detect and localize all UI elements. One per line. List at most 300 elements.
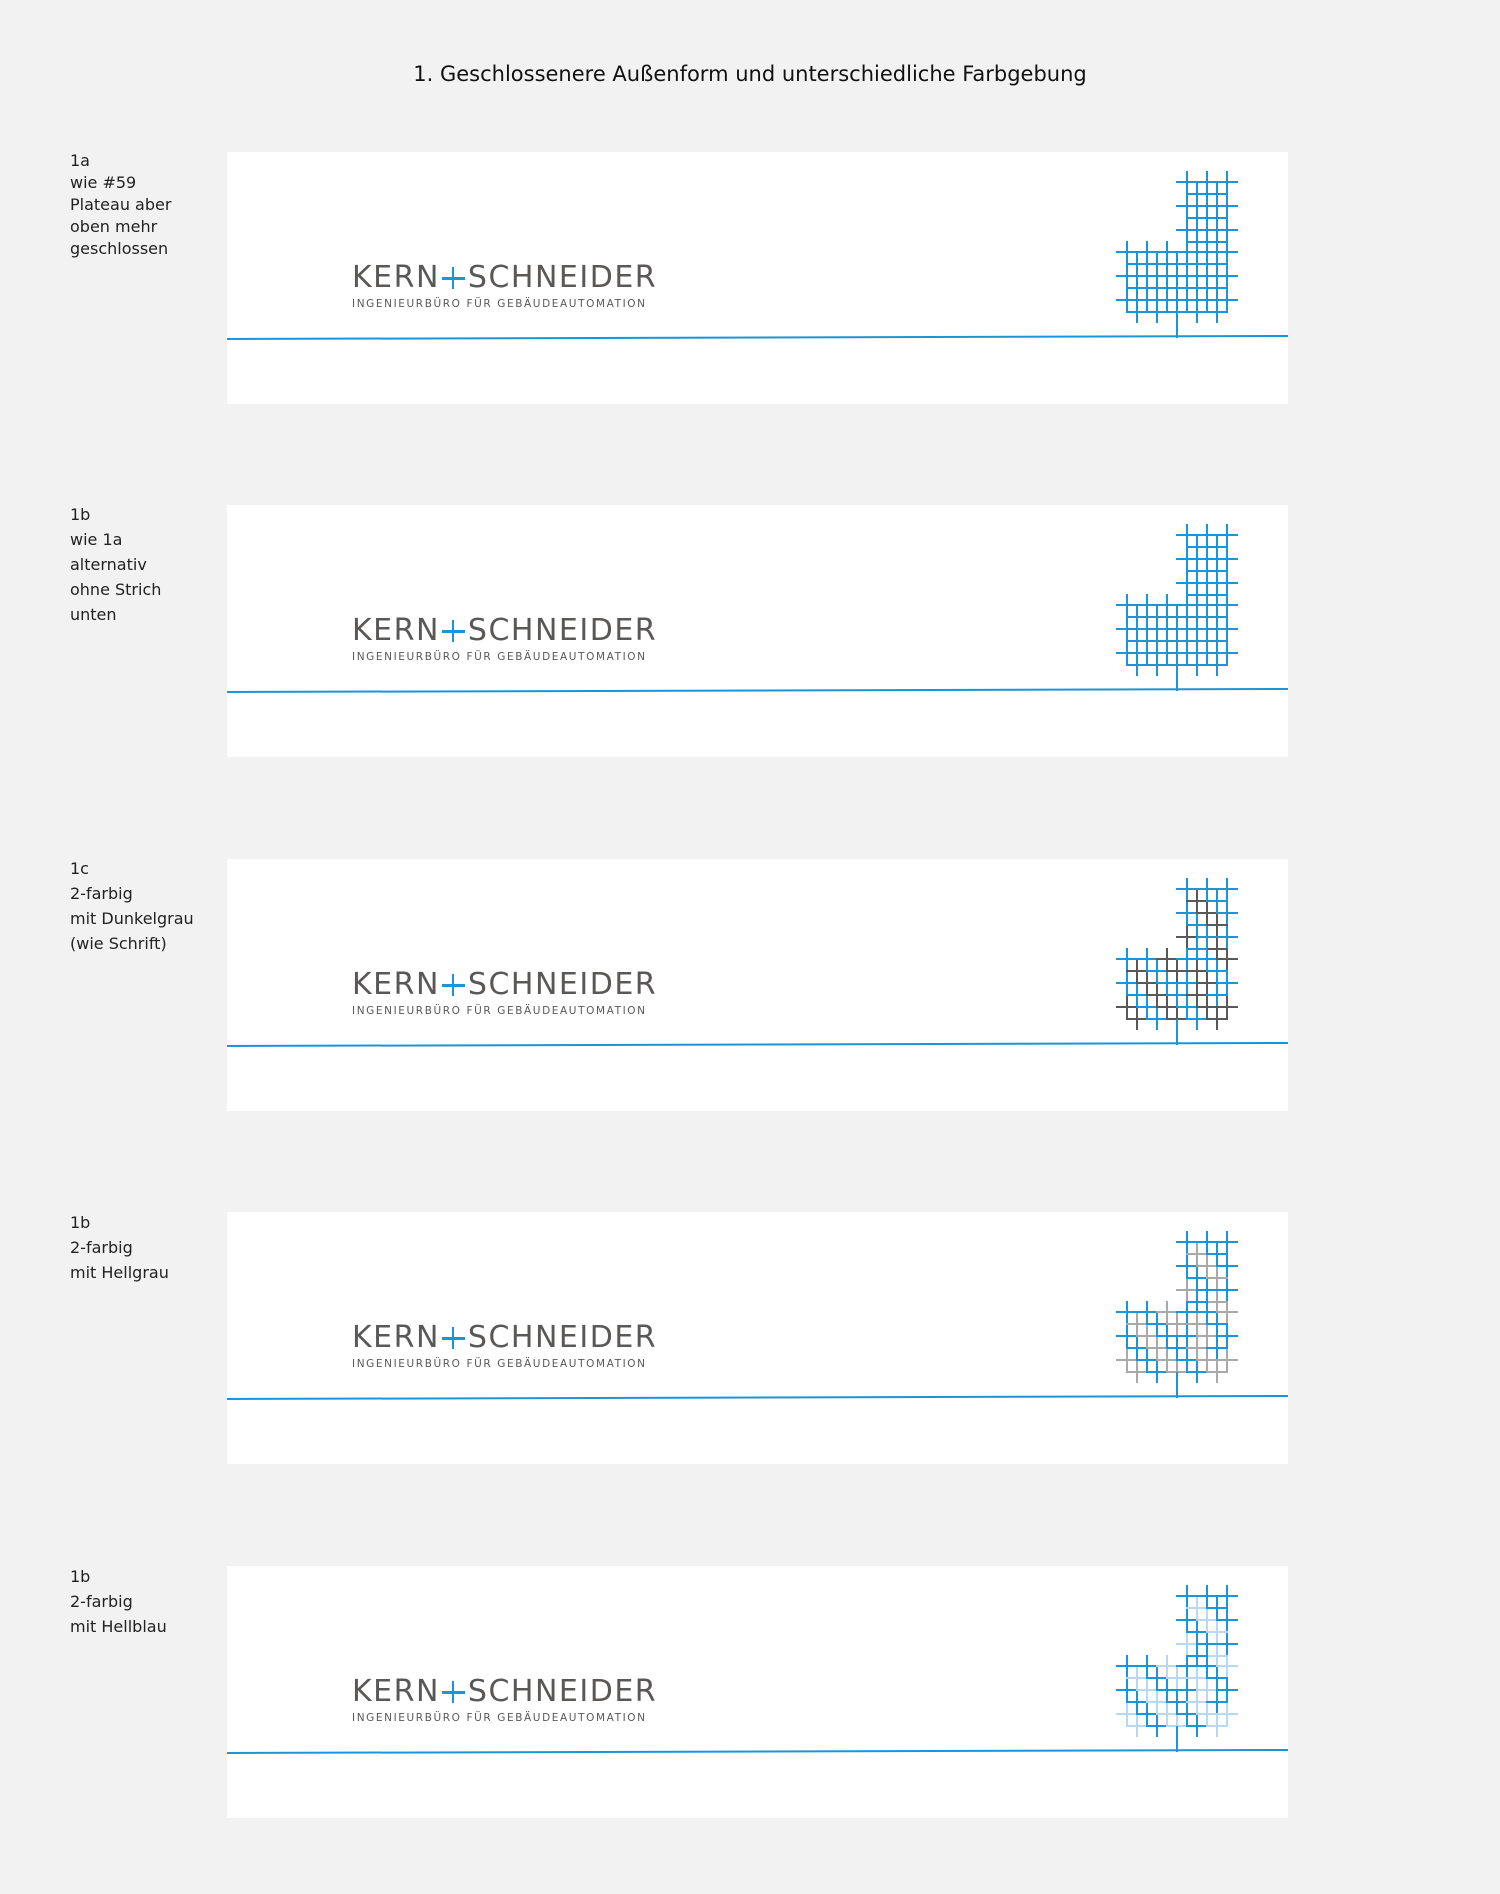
cross-secondary xyxy=(1196,1325,1218,1347)
cross-primary xyxy=(1176,241,1198,263)
cross-primary xyxy=(1216,195,1238,217)
cross-primary xyxy=(1176,972,1198,994)
cross-secondary xyxy=(1206,1267,1228,1289)
cross-secondary xyxy=(1186,1337,1208,1359)
plus-icon xyxy=(442,620,465,642)
cross-primary xyxy=(1206,1667,1228,1689)
cross-secondary xyxy=(1206,1008,1228,1030)
cross-secondary xyxy=(1166,960,1188,982)
cross-primary xyxy=(1216,219,1238,241)
cross-secondary xyxy=(1216,1349,1238,1371)
cross-primary xyxy=(1206,1243,1228,1265)
cross-secondary xyxy=(1186,253,1208,275)
variant-card xyxy=(227,1212,1288,1464)
cross-secondary xyxy=(1196,1349,1218,1371)
logo-word-kern: KERN xyxy=(352,1320,440,1355)
cross-primary xyxy=(1216,548,1238,570)
cross-secondary xyxy=(1126,1715,1148,1737)
cross-primary xyxy=(1136,1703,1158,1725)
cross-secondary xyxy=(1186,536,1208,558)
cross-primary xyxy=(1186,584,1208,606)
cross-primary xyxy=(1186,301,1208,323)
cross-primary xyxy=(1176,642,1198,664)
cross-secondary xyxy=(1216,1703,1238,1725)
variant-card xyxy=(227,505,1288,757)
cross-secondary xyxy=(1126,654,1148,676)
cross-primary xyxy=(1206,1597,1228,1619)
cross-secondary xyxy=(1206,1715,1228,1737)
logo-tagline: INGENIEURBÜRO FÜR GEBÄUDEAUTOMATION xyxy=(352,1005,647,1017)
cross-primary xyxy=(1176,1255,1198,1277)
cross-primary xyxy=(1116,241,1138,263)
cross-secondary xyxy=(1216,948,1238,970)
variant-note xyxy=(70,856,220,956)
cross-secondary xyxy=(1196,902,1218,924)
cross-primary xyxy=(1186,231,1208,253)
note-line: (wie Schrift) xyxy=(70,934,167,953)
cross-primary xyxy=(1176,1585,1198,1607)
cross-primary xyxy=(1176,1325,1198,1347)
note-line: 1a xyxy=(70,151,90,170)
cross-secondary xyxy=(1196,1703,1218,1725)
cross-primary xyxy=(1136,1655,1158,1677)
cross-primary xyxy=(1176,265,1198,287)
cross-secondary xyxy=(1216,594,1238,616)
cross-primary xyxy=(1146,1361,1168,1383)
cross-primary xyxy=(1116,265,1138,287)
cross-primary xyxy=(1136,996,1158,1018)
cross-secondary xyxy=(1206,560,1228,582)
cross-secondary xyxy=(1206,1645,1228,1667)
logo-wordmark xyxy=(352,1676,672,1708)
cross-secondary xyxy=(1116,1349,1138,1371)
cross-secondary xyxy=(1196,1679,1218,1701)
cross-secondary xyxy=(1186,1667,1208,1689)
cross-primary xyxy=(1136,1301,1158,1323)
cross-primary xyxy=(1176,1703,1198,1725)
note-line: wie #59 xyxy=(70,173,137,192)
logo-tagline: INGENIEURBÜRO FÜR GEBÄUDEAUTOMATION xyxy=(352,1712,647,1724)
cross-secondary xyxy=(1186,1691,1208,1713)
cross-primary xyxy=(1186,1008,1208,1030)
cross-secondary xyxy=(1156,241,1178,263)
cross-secondary xyxy=(1206,914,1228,936)
cross-secondary xyxy=(1116,289,1138,311)
note-line: 2-farbig xyxy=(70,1592,133,1611)
cross-secondary xyxy=(1146,630,1168,652)
cross-secondary xyxy=(1156,1655,1178,1677)
kern-schneider-logo xyxy=(352,969,672,1017)
cross-secondary xyxy=(1156,996,1178,1018)
cross-primary xyxy=(1216,524,1238,546)
logo-wordmark xyxy=(352,1322,672,1354)
cross-primary xyxy=(1146,1008,1168,1030)
cross-secondary xyxy=(1136,265,1158,287)
cross-primary xyxy=(1206,606,1228,628)
cross-primary xyxy=(1136,642,1158,664)
note-line: 2-farbig xyxy=(70,884,133,903)
cross-secondary xyxy=(1206,938,1228,960)
cross-primary xyxy=(1146,654,1168,676)
plus-icon xyxy=(442,974,465,996)
cross-secondary xyxy=(1156,1301,1178,1323)
kern-schneider-logo xyxy=(352,615,672,663)
cross-secondary xyxy=(1196,289,1218,311)
cross-primary xyxy=(1196,572,1218,594)
cross-primary xyxy=(1166,630,1188,652)
cross-primary xyxy=(1176,1609,1198,1631)
note-line: geschlossen xyxy=(70,239,169,258)
cross-primary xyxy=(1176,878,1198,900)
cross-secondary xyxy=(1216,1301,1238,1323)
cross-primary xyxy=(1216,902,1238,924)
cross-secondary xyxy=(1206,584,1228,606)
logo-tagline: INGENIEURBÜRO FÜR GEBÄUDEAUTOMATION xyxy=(352,298,647,310)
cross-primary xyxy=(1216,1679,1238,1701)
kern-schneider-logo xyxy=(352,262,672,310)
note-line: mit Dunkelgrau xyxy=(70,909,194,928)
cross-primary xyxy=(1126,1691,1148,1713)
cross-primary xyxy=(1116,948,1138,970)
cross-primary xyxy=(1176,996,1198,1018)
cross-primary xyxy=(1186,1267,1208,1289)
variant-note xyxy=(70,1210,220,1285)
cross-primary xyxy=(1186,654,1208,676)
cross-primary xyxy=(1166,984,1188,1006)
cross-secondary xyxy=(1126,960,1148,982)
cross-secondary xyxy=(1216,1655,1238,1677)
cross-secondary xyxy=(1126,1313,1148,1335)
cross-secondary xyxy=(1196,195,1218,217)
cross-primary xyxy=(1126,984,1148,1006)
cross-primary xyxy=(1176,618,1198,640)
variant-note xyxy=(70,150,220,260)
logo-word-kern: KERN xyxy=(352,260,440,295)
cross-secondary xyxy=(1206,654,1228,676)
cross-primary xyxy=(1136,1349,1158,1371)
note-line: mit Hellgrau xyxy=(70,1263,169,1282)
cross-primary xyxy=(1186,914,1208,936)
cross-primary xyxy=(1206,183,1228,205)
cross-primary xyxy=(1196,524,1218,546)
cross-secondary xyxy=(1126,1667,1148,1689)
cross-primary xyxy=(1196,171,1218,193)
cross-secondary xyxy=(1126,1008,1148,1030)
cross-secondary xyxy=(1176,926,1198,948)
cross-secondary xyxy=(1166,253,1188,275)
cross-secondary xyxy=(1196,996,1218,1018)
cross-primary xyxy=(1116,972,1138,994)
cross-primary xyxy=(1206,277,1228,299)
cross-secondary xyxy=(1116,1703,1138,1725)
cross-primary xyxy=(1116,1301,1138,1323)
cross-primary xyxy=(1166,1691,1188,1713)
cross-primary xyxy=(1186,1291,1208,1313)
cross-primary xyxy=(1146,1715,1168,1737)
kern-schneider-logo xyxy=(352,1322,672,1370)
cross-primary xyxy=(1206,1337,1228,1359)
cross-primary xyxy=(1186,1645,1208,1667)
logo-word-kern: KERN xyxy=(352,613,440,648)
note-line: wie 1a xyxy=(70,530,123,549)
cross-primary xyxy=(1146,301,1168,323)
cross-secondary xyxy=(1206,1291,1228,1313)
cross-primary xyxy=(1116,1325,1138,1347)
cross-secondary xyxy=(1146,277,1168,299)
cross-secondary xyxy=(1166,606,1188,628)
cross-primary xyxy=(1116,1655,1138,1677)
cross-secondary xyxy=(1156,642,1178,664)
cross-secondary xyxy=(1126,253,1148,275)
page-title: 1. Geschlossenere Außenform und unterschiedliche Farbgebung xyxy=(413,62,1087,86)
cross-secondary xyxy=(1156,594,1178,616)
cross-secondary xyxy=(1196,972,1218,994)
cross-secondary xyxy=(1146,1337,1168,1359)
grid-mark-icon xyxy=(1117,1232,1267,1432)
cross-primary xyxy=(1136,241,1158,263)
cross-primary xyxy=(1216,878,1238,900)
cross-primary xyxy=(1206,960,1228,982)
cross-secondary xyxy=(1176,1279,1198,1301)
cross-primary xyxy=(1206,984,1228,1006)
logo-tagline: INGENIEURBÜRO FÜR GEBÄUDEAUTOMATION xyxy=(352,1358,647,1370)
grid-mark-icon xyxy=(1117,879,1267,1079)
cross-primary xyxy=(1186,1715,1208,1737)
logo-word-schneider: SCHNEIDER xyxy=(467,260,658,295)
grid-mark-icon xyxy=(1117,525,1267,725)
cross-primary xyxy=(1156,618,1178,640)
plus-icon xyxy=(442,1327,465,1349)
cross-primary xyxy=(1176,902,1198,924)
logo-wordmark xyxy=(352,262,672,294)
cross-primary xyxy=(1216,1255,1238,1277)
note-line: 1b xyxy=(70,1213,91,1232)
kern-schneider-logo xyxy=(352,1676,672,1724)
cross-primary xyxy=(1116,594,1138,616)
cross-secondary xyxy=(1186,277,1208,299)
cross-primary xyxy=(1156,972,1178,994)
cross-primary xyxy=(1136,289,1158,311)
cross-secondary xyxy=(1176,1633,1198,1655)
cross-secondary xyxy=(1116,642,1138,664)
cross-secondary xyxy=(1196,1255,1218,1277)
cross-secondary xyxy=(1156,1703,1178,1725)
cross-secondary xyxy=(1186,960,1208,982)
cross-secondary xyxy=(1196,618,1218,640)
cross-secondary xyxy=(1206,207,1228,229)
cross-secondary xyxy=(1146,984,1168,1006)
cross-primary xyxy=(1146,960,1168,982)
cross-primary xyxy=(1196,1231,1218,1253)
cross-primary xyxy=(1176,1231,1198,1253)
cross-primary xyxy=(1116,618,1138,640)
note-line: unten xyxy=(70,605,117,624)
cross-secondary xyxy=(1196,548,1218,570)
cross-secondary xyxy=(1136,618,1158,640)
cross-secondary xyxy=(1146,1691,1168,1713)
cross-secondary xyxy=(1206,301,1228,323)
cross-primary xyxy=(1156,1679,1178,1701)
cross-secondary xyxy=(1196,265,1218,287)
cross-primary xyxy=(1146,1313,1168,1335)
cross-primary xyxy=(1176,524,1198,546)
cross-primary xyxy=(1196,219,1218,241)
cross-primary xyxy=(1166,277,1188,299)
variant-card xyxy=(227,152,1288,404)
logo-word-schneider: SCHNEIDER xyxy=(467,967,658,1002)
cross-primary xyxy=(1196,1301,1218,1323)
cross-primary xyxy=(1176,594,1198,616)
cross-primary xyxy=(1206,536,1228,558)
cross-primary xyxy=(1206,890,1228,912)
cross-secondary xyxy=(1186,890,1208,912)
plus-icon xyxy=(442,1681,465,1703)
cross-secondary xyxy=(1216,241,1238,263)
cross-secondary xyxy=(1136,1679,1158,1701)
cross-secondary xyxy=(1116,996,1138,1018)
cross-primary xyxy=(1186,1621,1208,1643)
cross-secondary xyxy=(1156,948,1178,970)
note-line: 1c xyxy=(70,859,89,878)
cross-primary xyxy=(1176,948,1198,970)
cross-primary xyxy=(1186,560,1208,582)
cross-primary xyxy=(1206,253,1228,275)
cross-secondary xyxy=(1186,984,1208,1006)
cross-primary xyxy=(1216,1633,1238,1655)
cross-primary xyxy=(1136,594,1158,616)
variant-card xyxy=(227,859,1288,1111)
cross-primary xyxy=(1126,277,1148,299)
cross-primary xyxy=(1196,1655,1218,1677)
cross-primary xyxy=(1216,618,1238,640)
cross-secondary xyxy=(1126,606,1148,628)
cross-primary xyxy=(1176,548,1198,570)
cross-primary xyxy=(1176,1301,1198,1323)
logo-word-schneider: SCHNEIDER xyxy=(467,1320,658,1355)
cross-primary xyxy=(1156,265,1178,287)
cross-primary xyxy=(1196,1585,1218,1607)
cross-primary xyxy=(1166,1337,1188,1359)
note-line: Plateau aber xyxy=(70,195,172,214)
cross-secondary xyxy=(1176,219,1198,241)
cross-secondary xyxy=(1216,642,1238,664)
cross-primary xyxy=(1136,948,1158,970)
cross-primary xyxy=(1126,630,1148,652)
cross-primary xyxy=(1216,1585,1238,1607)
cross-primary xyxy=(1196,1633,1218,1655)
note-line: oben mehr xyxy=(70,217,158,236)
cross-primary xyxy=(1176,1655,1198,1677)
cross-primary xyxy=(1156,1325,1178,1347)
cross-secondary xyxy=(1216,289,1238,311)
cross-primary xyxy=(1186,1361,1208,1383)
logo-wordmark xyxy=(352,615,672,647)
grid-mark-icon xyxy=(1117,1586,1267,1786)
cross-primary xyxy=(1196,878,1218,900)
variant-note xyxy=(70,1564,220,1639)
cross-primary xyxy=(1176,1679,1198,1701)
cross-secondary xyxy=(1186,183,1208,205)
cross-primary xyxy=(1146,606,1168,628)
cross-secondary xyxy=(1186,1243,1208,1265)
logo-word-kern: KERN xyxy=(352,1674,440,1709)
logo-tagline: INGENIEURBÜRO FÜR GEBÄUDEAUTOMATION xyxy=(352,651,647,663)
cross-primary xyxy=(1176,289,1198,311)
cross-primary xyxy=(1206,630,1228,652)
logo-word-schneider: SCHNEIDER xyxy=(467,1674,658,1709)
cross-secondary xyxy=(1206,1361,1228,1383)
plus-icon xyxy=(442,267,465,289)
cross-secondary xyxy=(1166,1667,1188,1689)
cross-primary xyxy=(1196,594,1218,616)
cross-primary xyxy=(1216,972,1238,994)
cross-secondary xyxy=(1196,1609,1218,1631)
cross-primary xyxy=(1126,1337,1148,1359)
cross-secondary xyxy=(1136,972,1158,994)
cross-secondary xyxy=(1156,1349,1178,1371)
cross-primary xyxy=(1146,1667,1168,1689)
cross-secondary xyxy=(1186,1597,1208,1619)
cross-secondary xyxy=(1216,996,1238,1018)
cross-primary xyxy=(1206,1313,1228,1335)
cross-primary xyxy=(1216,572,1238,594)
note-line: ohne Strich xyxy=(70,580,162,599)
cross-primary xyxy=(1186,207,1208,229)
cross-primary xyxy=(1206,1691,1228,1713)
cross-secondary xyxy=(1136,1325,1158,1347)
logo-word-kern: KERN xyxy=(352,967,440,1002)
cross-primary xyxy=(1196,948,1218,970)
cross-primary xyxy=(1216,1231,1238,1253)
cross-secondary xyxy=(1206,1621,1228,1643)
cross-secondary xyxy=(1186,1313,1208,1335)
note-line: alternativ xyxy=(70,555,147,574)
cross-primary xyxy=(1196,1279,1218,1301)
cross-secondary xyxy=(1186,606,1208,628)
cross-secondary xyxy=(1156,289,1178,311)
cross-primary xyxy=(1116,1679,1138,1701)
cross-primary xyxy=(1196,926,1218,948)
cross-primary xyxy=(1176,195,1198,217)
note-line: mit Hellblau xyxy=(70,1617,167,1636)
note-line: 1b xyxy=(70,1567,91,1586)
cross-secondary xyxy=(1126,301,1148,323)
cross-secondary xyxy=(1186,630,1208,652)
cross-secondary xyxy=(1126,1361,1148,1383)
cross-primary xyxy=(1176,171,1198,193)
cross-primary xyxy=(1196,241,1218,263)
grid-mark-icon xyxy=(1117,172,1267,372)
note-line: 1b xyxy=(70,505,91,524)
cross-primary xyxy=(1146,253,1168,275)
logo-word-schneider: SCHNEIDER xyxy=(467,613,658,648)
cross-primary xyxy=(1176,1349,1198,1371)
note-line: 2-farbig xyxy=(70,1238,133,1257)
cross-secondary xyxy=(1206,231,1228,253)
cross-primary xyxy=(1216,926,1238,948)
variant-note xyxy=(70,502,220,627)
cross-secondary xyxy=(1176,572,1198,594)
cross-secondary xyxy=(1166,1313,1188,1335)
variant-card xyxy=(227,1566,1288,1818)
cross-primary xyxy=(1186,938,1208,960)
logo-wordmark xyxy=(352,969,672,1001)
cross-primary xyxy=(1216,1325,1238,1347)
cross-primary xyxy=(1216,1279,1238,1301)
cross-primary xyxy=(1216,1609,1238,1631)
cross-primary xyxy=(1216,171,1238,193)
cross-secondary xyxy=(1196,642,1218,664)
